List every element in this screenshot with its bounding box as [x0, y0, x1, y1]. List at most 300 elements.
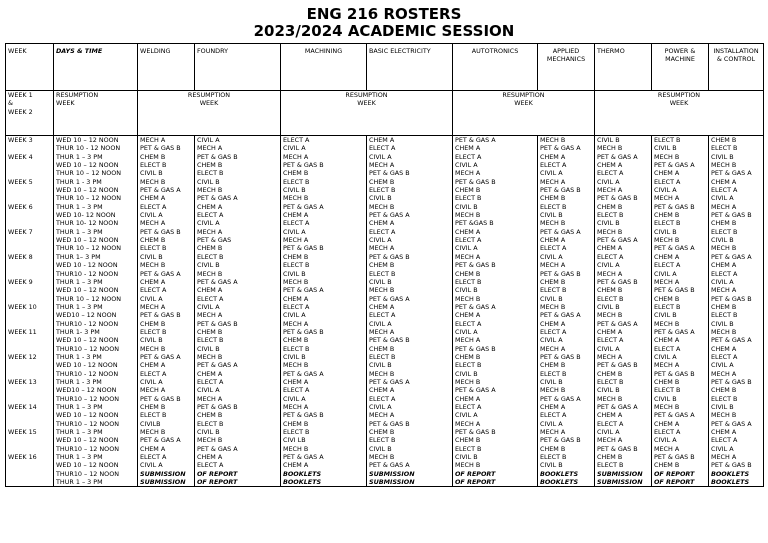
week-label: WEEK 15: [8, 428, 37, 437]
group-assignment: OF REPORT: [455, 478, 496, 487]
group-assignment: CIVIL A: [140, 211, 163, 220]
group-assignment: ELECT A: [455, 319, 482, 328]
group-assignment: ELECT A: [369, 394, 396, 403]
group-assignment: ELECT A: [283, 219, 310, 228]
time-slot: WED10 – 12 NOON: [56, 386, 117, 395]
group-assignment: ELECT A: [711, 436, 738, 445]
week-spacer: [8, 270, 51, 278]
group-assignment: ELECT A: [654, 428, 681, 437]
group-assignment: ELECT B: [140, 161, 167, 170]
group-assignment: CIVIL A: [597, 428, 620, 437]
resumption-basic-cell: [281, 91, 453, 136]
group-assignment: CIVIL B: [597, 219, 620, 228]
group-assignment: SUBMISSION: [140, 478, 186, 487]
group-assignment: PET & GAS B: [711, 461, 752, 470]
foundry-column-cell: [195, 136, 281, 487]
time-slot: THUR 1- 3 PM: [56, 327, 100, 336]
group-assignment: PET & GAS B: [197, 152, 238, 161]
week-spacer: [8, 470, 51, 478]
group-assignment: ELECT A: [140, 369, 167, 378]
group-assignment: MECH A: [369, 161, 395, 170]
time-slot: WED 10 – 12 NOON: [56, 436, 119, 445]
week-spacer: [8, 395, 51, 403]
week-spacer: [8, 311, 51, 319]
group-assignment: MECH B: [140, 261, 166, 270]
resumption-week-line: &: [8, 99, 13, 108]
resumption-power-line: WEEK: [669, 99, 689, 108]
group-assignment: ELECT A: [369, 227, 396, 236]
group-assignment: CIVIL B: [711, 236, 734, 245]
header-foundry: FOUNDRY: [195, 44, 281, 91]
group-assignment: PET & GAS B: [711, 211, 752, 220]
week-label: WEEK 13: [8, 377, 37, 386]
group-assignment: MECH B: [597, 227, 623, 236]
group-assignment: CHEM B: [711, 136, 737, 144]
group-assignment: MECH B: [540, 302, 566, 311]
group-assignment: PET & GAS B: [654, 202, 695, 211]
group-assignment: ELECT B: [197, 419, 224, 428]
welding-column-cell: [138, 136, 195, 487]
group-assignment: PET & GAS A: [197, 444, 238, 453]
group-assignment: ELECT B: [283, 261, 310, 270]
group-assignment: CHEM B: [654, 211, 680, 220]
week-spacer: [8, 211, 51, 219]
group-assignment: MECH B: [140, 428, 166, 437]
week-spacer: [8, 336, 51, 344]
group-assignment: PET & GAS A: [597, 152, 638, 161]
group-assignment: CHEM B: [654, 461, 680, 470]
week-spacer: [8, 144, 51, 152]
group-assignment: PET & GAS B: [654, 286, 695, 295]
group-assignment: MECH B: [283, 194, 309, 203]
group-assignment: BOOKLETS: [540, 478, 579, 487]
time-slot: WED 10 – 12 NOON: [56, 236, 119, 245]
group-assignment: PET & GAS A: [711, 419, 752, 428]
time-slot: WED 10- 12 NOON: [56, 211, 116, 220]
group-assignment: MECH B: [369, 202, 395, 211]
time-slot: THUR10 - 12 NOON: [56, 319, 119, 328]
time-slot: THUR 10 – 12 NOON: [56, 244, 122, 253]
group-assignment: MECH A: [540, 428, 566, 437]
group-assignment: ELECT B: [711, 144, 738, 153]
group-assignment: MECH B: [711, 411, 737, 420]
time-slot: WED 10 - 12 NOON: [56, 261, 118, 270]
group-assignment: CIVIL A: [369, 319, 392, 328]
group-assignment: ELECT A: [654, 261, 681, 270]
group-assignment: PET & GAS B: [369, 252, 410, 261]
group-assignment: PET & GAS A: [283, 453, 324, 462]
group-assignment: PET & GAS A: [140, 352, 181, 361]
group-assignment: ELECT B: [597, 211, 624, 220]
group-assignment: CHEM B: [455, 269, 481, 278]
group-assignment: MECH B: [197, 436, 223, 445]
week-spacer: [8, 411, 51, 419]
group-assignment: PET & GAS B: [654, 453, 695, 462]
group-assignment: CIVIL A: [597, 344, 620, 353]
group-assignment: PET & GAS A: [711, 169, 752, 178]
group-assignment: PET & GAS B: [540, 352, 581, 361]
week-column-cell: [6, 136, 54, 487]
header-welding: WELDING: [138, 44, 195, 91]
group-assignment: CHEM A: [369, 136, 395, 144]
group-assignment: CHEM A: [283, 461, 309, 470]
group-assignment: CIVIL B: [540, 377, 563, 386]
group-assignment: PET & GAS A: [455, 302, 496, 311]
group-assignment: CHEM B: [369, 344, 395, 353]
group-assignment: CIVIL B: [283, 269, 306, 278]
group-assignment: CHEM A: [654, 169, 680, 178]
group-assignment: MECH B: [369, 369, 395, 378]
time-slot: THUR 1 – 3 PM: [56, 152, 103, 161]
time-slot: THUR10 – 12 NOON: [56, 419, 120, 428]
group-assignment: ELECT B: [369, 269, 396, 278]
group-assignment: CIVIL A: [369, 403, 392, 411]
header-row: [6, 44, 764, 91]
group-assignment: CIVIL B: [283, 352, 306, 361]
group-assignment: CHEM B: [197, 244, 223, 253]
installation-control-column-cell: [709, 136, 764, 487]
group-assignment: CIVIL A: [455, 327, 478, 336]
group-assignment: MECH B: [654, 152, 680, 161]
group-assignment: ELECT A: [283, 386, 310, 395]
group-assignment: CIVIL B: [197, 177, 220, 186]
group-assignment: ELECT A: [540, 327, 567, 336]
group-assignment: ELECT B: [140, 411, 167, 420]
group-assignment: CHEM B: [711, 302, 737, 311]
group-assignment: ELECT B: [455, 194, 482, 203]
group-assignment: ELECT A: [711, 352, 738, 361]
group-assignment: CIVIL A: [140, 461, 163, 470]
group-assignment: CHEM B: [455, 186, 481, 195]
group-assignment: CHEM A: [597, 244, 623, 253]
group-assignment: SUBMISSION: [369, 469, 415, 478]
group-assignment: PET & GAS B: [140, 311, 181, 320]
group-assignment: CIVI LB: [283, 436, 306, 445]
group-assignment: CHEM A: [540, 403, 566, 411]
time-slot: THUR 1 – 3 PM: [56, 428, 103, 437]
group-assignment: CIVIL A: [711, 361, 734, 370]
time-slot: WED 10 – 12 NOON: [56, 286, 119, 295]
group-assignment: PET & GAS A: [654, 161, 695, 170]
group-assignment: CIVIL A: [369, 236, 392, 245]
week-spacer: [8, 286, 51, 294]
group-assignment: MECH A: [283, 403, 309, 411]
week-spacer: [8, 194, 51, 202]
group-assignment: CHEM B: [140, 152, 166, 161]
group-assignment: CIVIL A: [597, 261, 620, 270]
group-assignment: ELECT A: [654, 177, 681, 186]
header-thermo: THERMO: [595, 44, 652, 91]
group-assignment: ELECT B: [455, 277, 482, 286]
header-basic-electricity: BASIC ELECTRICITY: [367, 44, 453, 91]
resumption-applied-line: WEEK: [514, 99, 533, 108]
group-assignment: ELECT B: [711, 394, 738, 403]
group-assignment: PET & GAS B: [540, 186, 581, 195]
group-assignment: MECH A: [654, 277, 680, 286]
week-spacer: [8, 320, 51, 328]
group-assignment: PET & GAS A: [369, 461, 410, 470]
week-spacer: [8, 236, 51, 244]
group-assignment: CIVIL A: [540, 419, 563, 428]
time-slot: THUR 1– 3 PM: [56, 252, 101, 261]
week-spacer: [8, 244, 51, 252]
group-assignment: ELECT B: [654, 302, 681, 311]
week-spacer: [8, 186, 51, 194]
group-assignment: MECH A: [455, 336, 481, 345]
group-assignment: CIVIL A: [283, 227, 306, 236]
header-applied-mechanics: APPLIED MECHANICS: [538, 44, 595, 91]
group-assignment: PET & GAS A: [654, 244, 695, 253]
group-assignment: MECH A: [140, 302, 166, 311]
title-line-2: 2023/2024 ACADEMIC SESSION: [253, 22, 515, 40]
group-assignment: CHEM B: [197, 411, 223, 420]
group-assignment: CIVIL A: [283, 311, 306, 320]
group-assignment: CHEM B: [654, 377, 680, 386]
group-assignment: ELECT A: [283, 302, 310, 311]
resumption-foundry-line: RESUMPTION: [187, 91, 231, 99]
time-slot: THUR 1 - 3 PM: [56, 377, 102, 386]
group-assignment: MECH A: [283, 152, 309, 161]
resumption-applied-cell: [453, 91, 595, 136]
resumption-days-line: WEEK: [56, 99, 75, 108]
group-assignment: CHEM A: [654, 419, 680, 428]
machining-column-cell: [281, 136, 367, 487]
week-spacer: [8, 261, 51, 269]
week-label: WEEK 6: [8, 202, 33, 211]
group-assignment: PET & GAS A: [540, 311, 581, 320]
time-slot: THUR 1 – 3 PM: [56, 227, 103, 236]
group-assignment: CHEM B: [654, 294, 680, 303]
group-assignment: ELECT A: [455, 403, 482, 411]
group-assignment: MECH A: [140, 219, 166, 228]
group-assignment: MECH A: [711, 202, 737, 211]
group-assignment: CIVIL B: [711, 319, 734, 328]
group-assignment: MECH A: [540, 261, 566, 270]
group-assignment: MECH A: [540, 177, 566, 186]
group-assignment: MECH B: [140, 177, 166, 186]
group-assignment: CHEM B: [455, 436, 481, 445]
week-spacer: [8, 420, 51, 428]
group-assignment: PET & GAS A: [711, 336, 752, 345]
title-line-1: ENG 216 ROSTERS: [306, 5, 462, 23]
group-assignment: CIVIL A: [455, 411, 478, 420]
header-power-machine: POWER & MACHINE: [652, 44, 709, 91]
group-assignment: PET & GAS A: [597, 236, 638, 245]
week-spacer: [8, 161, 51, 169]
week-spacer: [8, 445, 51, 453]
basic-electricity-column-cell: [367, 136, 453, 487]
week-label: WEEK 14: [8, 403, 37, 411]
group-assignment: CIVIL B: [197, 428, 220, 437]
group-assignment: PET & GAS B: [597, 444, 638, 453]
group-assignment: ELECT B: [654, 386, 681, 395]
group-assignment: MECH B: [140, 344, 166, 353]
group-assignment: MECH A: [369, 327, 395, 336]
group-assignment: PET & GAS B: [711, 377, 752, 386]
group-assignment: CIVIL A: [197, 302, 220, 311]
week-label: WEEK 8: [8, 252, 33, 261]
group-assignment: PET & GAS A: [711, 252, 752, 261]
time-slot: THUR 1 – 3 PM: [56, 302, 103, 311]
group-assignment: PET & GAS A: [540, 227, 581, 236]
time-slot: THUR 10 – 12 NOON: [56, 169, 122, 178]
group-assignment: CHEM B: [283, 169, 309, 178]
group-assignment: MECH A: [597, 436, 623, 445]
group-assignment: CHEM B: [369, 428, 395, 437]
group-assignment: MECH B: [540, 386, 566, 395]
time-slot: THUR10 – 12 NOON: [56, 394, 120, 403]
header-installation-control: INSTALLATION & CONTROL: [709, 44, 764, 91]
group-assignment: PET & GAS B: [197, 403, 238, 411]
group-assignment: CHEM B: [140, 319, 166, 328]
group-assignment: ELECT B: [369, 352, 396, 361]
week-spacer: [8, 295, 51, 303]
thermo-column-cell: [595, 136, 652, 487]
group-assignment: ELECT A: [369, 144, 396, 153]
group-assignment: PET & GAS B: [283, 411, 324, 420]
group-assignment: CIVIL B: [711, 403, 734, 411]
group-assignment: SUBMISSION: [140, 469, 186, 478]
group-assignment: CIVIL B: [540, 211, 563, 220]
week-spacer: [8, 436, 51, 444]
group-assignment: MECH B: [369, 286, 395, 295]
group-assignment: PET & GAS A: [654, 327, 695, 336]
group-assignment: CHEM A: [369, 219, 395, 228]
group-assignment: MECH B: [711, 244, 737, 253]
group-assignment: CHEM B: [369, 177, 395, 186]
group-assignment: MECH B: [197, 352, 223, 361]
resumption-power-cell: [595, 91, 764, 136]
group-assignment: CHEM B: [197, 161, 223, 170]
group-assignment: CHEM A: [369, 302, 395, 311]
group-assignment: CIVIL A: [369, 152, 392, 161]
group-assignment: CIVIL B: [140, 169, 163, 178]
group-assignment: MECH A: [540, 344, 566, 353]
group-assignment: CIVIL B: [140, 336, 163, 345]
group-assignment: CHEM A: [711, 261, 737, 270]
week-spacer: [8, 461, 51, 469]
group-assignment: CIVIL A: [540, 336, 563, 345]
group-assignment: CIVIL A: [540, 252, 563, 261]
group-assignment: PET & GAS A: [283, 202, 324, 211]
group-assignment: CIVIL B: [455, 369, 478, 378]
group-assignment: CIVIL B: [597, 386, 620, 395]
group-assignment: MECH A: [654, 361, 680, 370]
resumption-week-line: WEEK 1: [8, 91, 33, 99]
group-assignment: CHEM A: [455, 394, 481, 403]
group-assignment: BOOKLETS: [540, 469, 579, 478]
group-assignment: CIVIL B: [540, 461, 563, 470]
week-spacer: [8, 345, 51, 353]
group-assignment: BOOKLETS: [711, 469, 750, 478]
group-assignment: MECH A: [711, 369, 737, 378]
group-assignment: OF REPORT: [197, 478, 238, 487]
group-assignment: PET & GAS: [197, 236, 232, 245]
header-days-time: DAYS & TIME: [54, 44, 138, 91]
week-label: WEEK 12: [8, 352, 37, 361]
group-assignment: MECH A: [597, 352, 623, 361]
group-assignment: PET & GAS A: [540, 394, 581, 403]
group-assignment: PET & GAS B: [283, 244, 324, 253]
group-assignment: ELECT B: [597, 461, 624, 470]
group-assignment: CHEM B: [455, 352, 481, 361]
week-label: WEEK 16: [8, 453, 37, 462]
group-assignment: MECH A: [455, 169, 481, 178]
group-assignment: ELECT A: [597, 419, 624, 428]
group-assignment: PET & GAS A: [197, 194, 238, 203]
group-assignment: MECH A: [197, 311, 223, 320]
group-assignment: CIVIL A: [711, 444, 734, 453]
group-assignment: PET & GAS B: [140, 227, 181, 236]
time-slot: WED 10 – 12 NOON: [56, 336, 119, 345]
group-assignment: MECH B: [597, 144, 623, 153]
group-assignment: ELECT A: [140, 202, 167, 211]
group-assignment: ELECT A: [711, 186, 738, 195]
group-assignment: CIVIL B: [455, 286, 478, 295]
group-assignment: SUBMISSION: [597, 478, 643, 487]
time-slot: THUR10 - 12 NOON: [56, 369, 119, 378]
week-label: WEEK 5: [8, 177, 33, 186]
group-assignment: ELECT A: [540, 161, 567, 170]
time-slot: THUR 10 - 12 NOON: [56, 144, 121, 153]
group-assignment: CHEM A: [197, 369, 223, 378]
group-assignment: CHEM A: [711, 344, 737, 353]
group-assignment: CHEM A: [540, 236, 566, 245]
group-assignment: CHEM B: [540, 361, 566, 370]
group-assignment: PET & GAS A: [197, 277, 238, 286]
header-week: WEEK: [6, 44, 54, 91]
group-assignment: CHEM A: [140, 194, 166, 203]
group-assignment: MECH B: [197, 186, 223, 195]
time-slot: THUR 1 – 3 PM: [56, 453, 103, 462]
group-assignment: MECH B: [654, 403, 680, 411]
group-assignment: PET & GAS A: [140, 436, 181, 445]
group-assignment: ELECT B: [455, 444, 482, 453]
group-assignment: MECH A: [140, 386, 166, 395]
group-assignment: CHEM A: [654, 336, 680, 345]
group-assignment: CIVIL A: [197, 219, 220, 228]
group-assignment: CHEM B: [140, 236, 166, 245]
week-spacer: [8, 169, 51, 177]
group-assignment: PET & GAS B: [283, 327, 324, 336]
group-assignment: PET & GAS A: [455, 386, 496, 395]
group-assignment: CIVIL B: [597, 302, 620, 311]
time-slot: THUR 1 – 3 PM: [56, 202, 103, 211]
group-assignment: CIVIL A: [711, 277, 734, 286]
group-assignment: MECH B: [455, 294, 481, 303]
group-assignment: ELECT B: [369, 436, 396, 445]
week-label: WEEK 9: [8, 277, 33, 286]
group-assignment: PET & GAS B: [140, 144, 181, 153]
group-assignment: CHEM B: [597, 286, 623, 295]
group-assignment: PET & GAS B: [597, 361, 638, 370]
group-assignment: CHEM A: [283, 377, 309, 386]
group-assignment: CIVILB: [140, 419, 161, 428]
group-assignment: ELECT B: [140, 244, 167, 253]
group-assignment: CHEM A: [654, 252, 680, 261]
group-assignment: MECH A: [283, 319, 309, 328]
time-slot: THUR10 – 12 NOON: [56, 469, 120, 478]
group-assignment: CHEM A: [540, 152, 566, 161]
group-assignment: MECH A: [283, 236, 309, 245]
group-assignment: PET & GAS A: [140, 269, 181, 278]
group-assignment: PET & GAS A: [369, 377, 410, 386]
time-slot: THUR 1 - 3 PM: [56, 352, 102, 361]
group-assignment: ELECT A: [597, 169, 624, 178]
group-assignment: MECH A: [597, 186, 623, 195]
time-slot: WED 10 – 12 NOON: [56, 411, 119, 420]
group-assignment: MECH A: [197, 394, 223, 403]
